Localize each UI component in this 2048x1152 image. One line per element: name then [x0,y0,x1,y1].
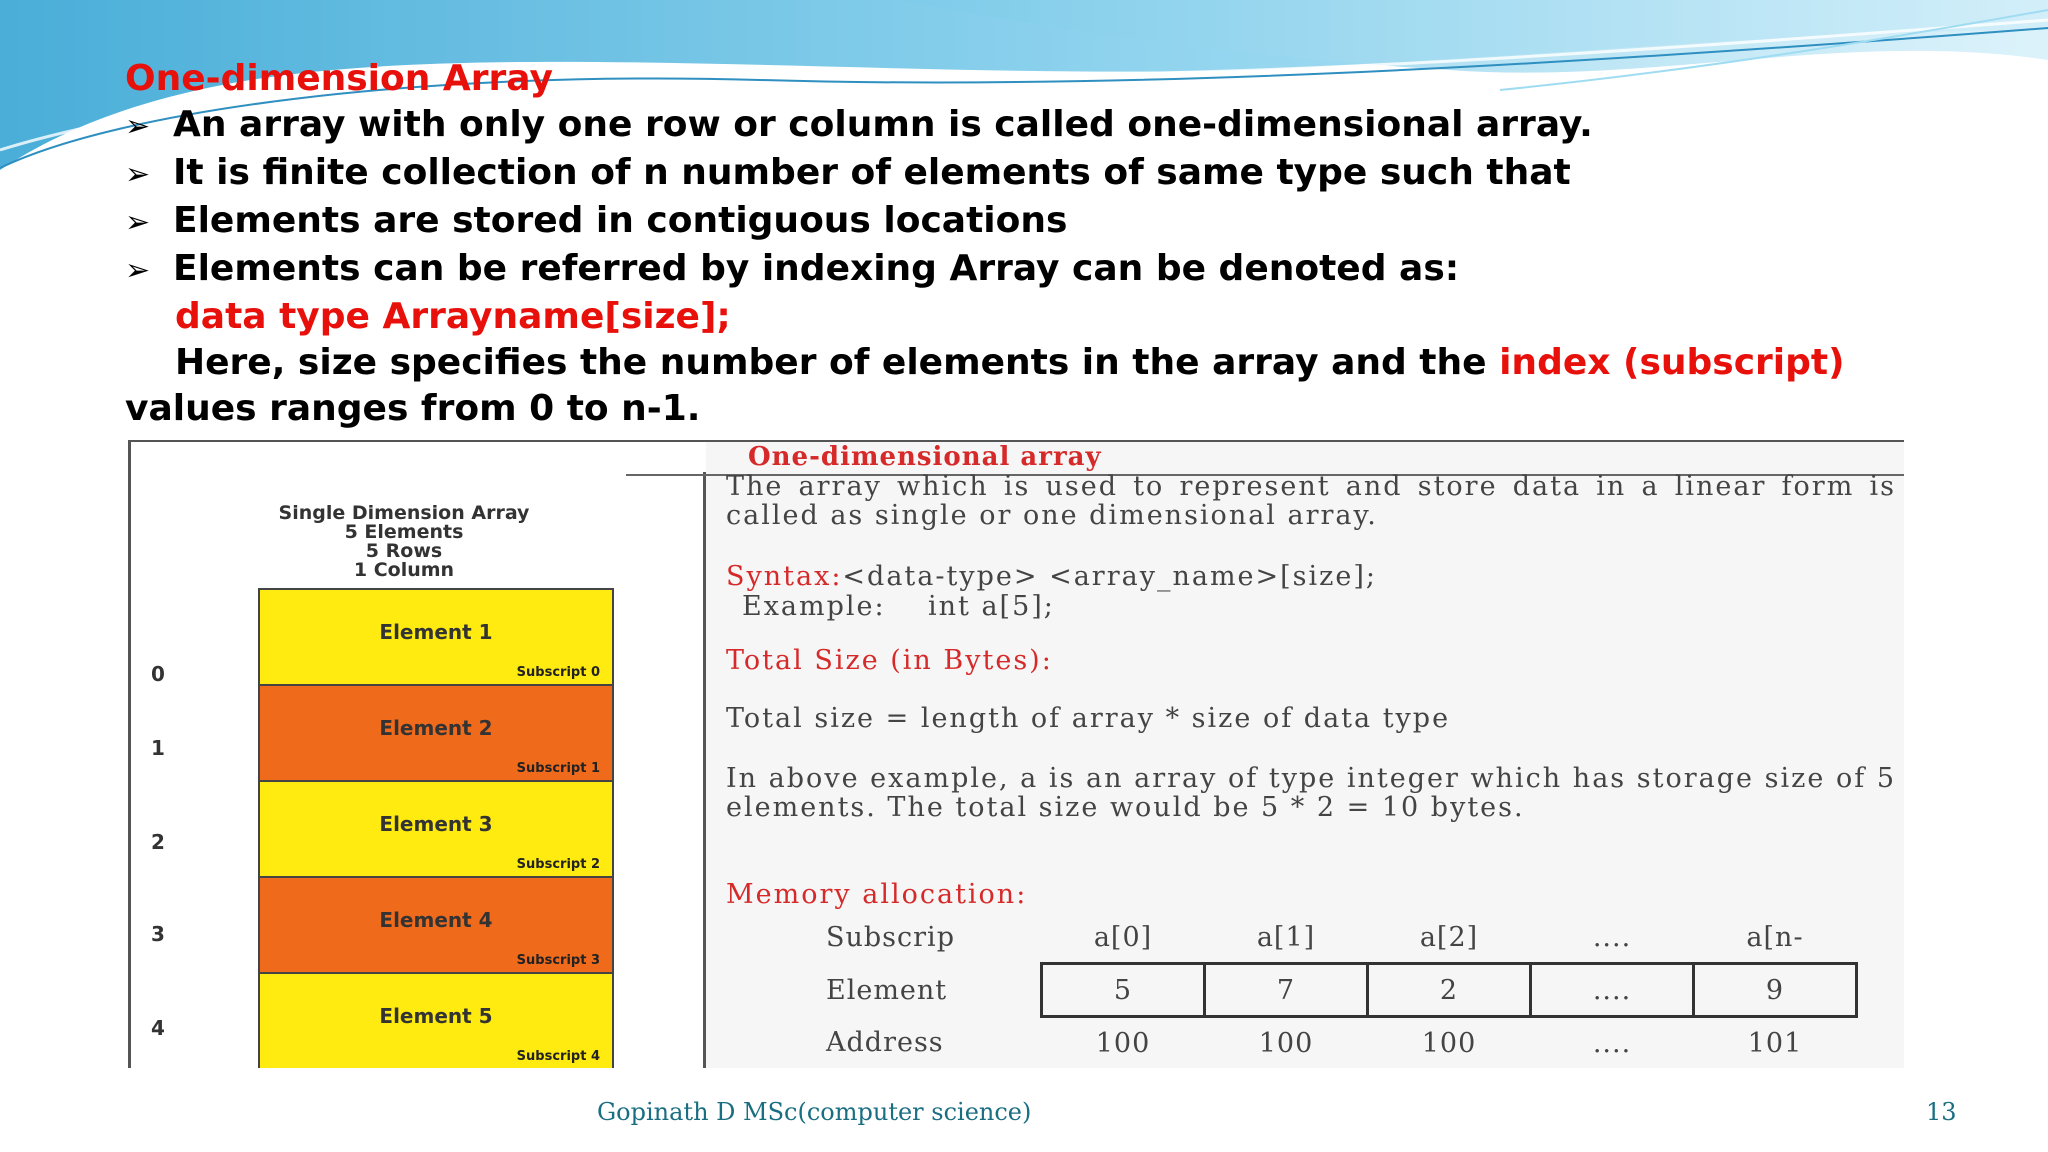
arrowhead-bullet-icon: ➢ [125,253,151,288]
row-index: 2 [151,830,165,854]
arrowhead-bullet-icon: ➢ [125,157,151,192]
bullet-item: ➢ Elements can be referred by indexing Array can be denoted as: [125,246,2005,294]
array-diagram-panel [131,472,706,1068]
slide-body [125,56,2005,432]
footer-author: Gopinath D MSc(computer science) [597,1098,1032,1126]
bullet-item: ➢ An array with only one row or column is called one-dimensional array. [125,102,2005,150]
arrowhead-bullet-icon: ➢ [125,109,151,144]
definition-text: The array which is used to represent and store data in a linear form is called as single or one dimensional array. [726,471,1896,531]
row-index: 1 [151,736,165,760]
figure-title: One-dimensional array [748,442,1102,472]
row-index: 0 [151,662,165,686]
memory-heading: Memory allocation: [726,879,1028,910]
address-row: Address 100 100 100 .... 101 [826,1026,1803,1059]
memory-allocation-table [826,912,1858,1068]
here-line: Here, size specifies the number of elements in the array and the index (subscript) [175,342,1845,383]
diagram-header: Single Dimension Array 5 Elements 5 Rows 1 Column [278,502,530,581]
array-cell: Element 5 Subscript 4 [258,972,614,1068]
syntax-line: data type Arrayname[size]; [175,296,731,337]
here-line-continued: values ranges from 0 to n-1. [125,388,701,429]
page-number: 13 [1926,1098,1957,1126]
total-size-formula: Total size = length of array * size of data type [726,703,1451,734]
explanation-text: In above example, a is an array of type integer which has storage size of 5 elements. The total size would be 5 * 2 = 10 bytes. [726,763,1896,823]
arrowhead-bullet-icon: ➢ [125,205,151,240]
subscript-row: Subscrip a[0] a[1] a[2] .... a[n- [826,921,1804,954]
array-cell: Element 3 Subscript 2 [258,780,614,878]
bullet-item: ➢ Elements are stored in contiguous locations [125,198,2005,246]
total-size-heading: Total Size (in Bytes): [726,645,1053,676]
syntax-line: Syntax:<data-type> <array_name>[size]; [726,561,1378,592]
slide-title: One-dimension Array [125,58,553,99]
array-explanation-panel [706,442,1904,1068]
array-figure-image [128,440,1904,1068]
array-cell: Element 1 Subscript 0 [258,588,614,686]
array-cell: Element 4 Subscript 3 [258,876,614,974]
index-subscript-highlight: index (subscript) [1499,342,1845,383]
example-line: Example: int a[5]; [742,591,1055,622]
array-cells [258,590,614,1068]
bullet-item: ➢ It is finite collection of n number of elements of same type such that [125,150,2005,198]
row-index: 3 [151,922,165,946]
array-cell: Element 2 Subscript 1 [258,684,614,782]
element-row: Element 5 7 2 .... 9 [826,964,1857,1017]
row-index: 4 [151,1016,165,1040]
